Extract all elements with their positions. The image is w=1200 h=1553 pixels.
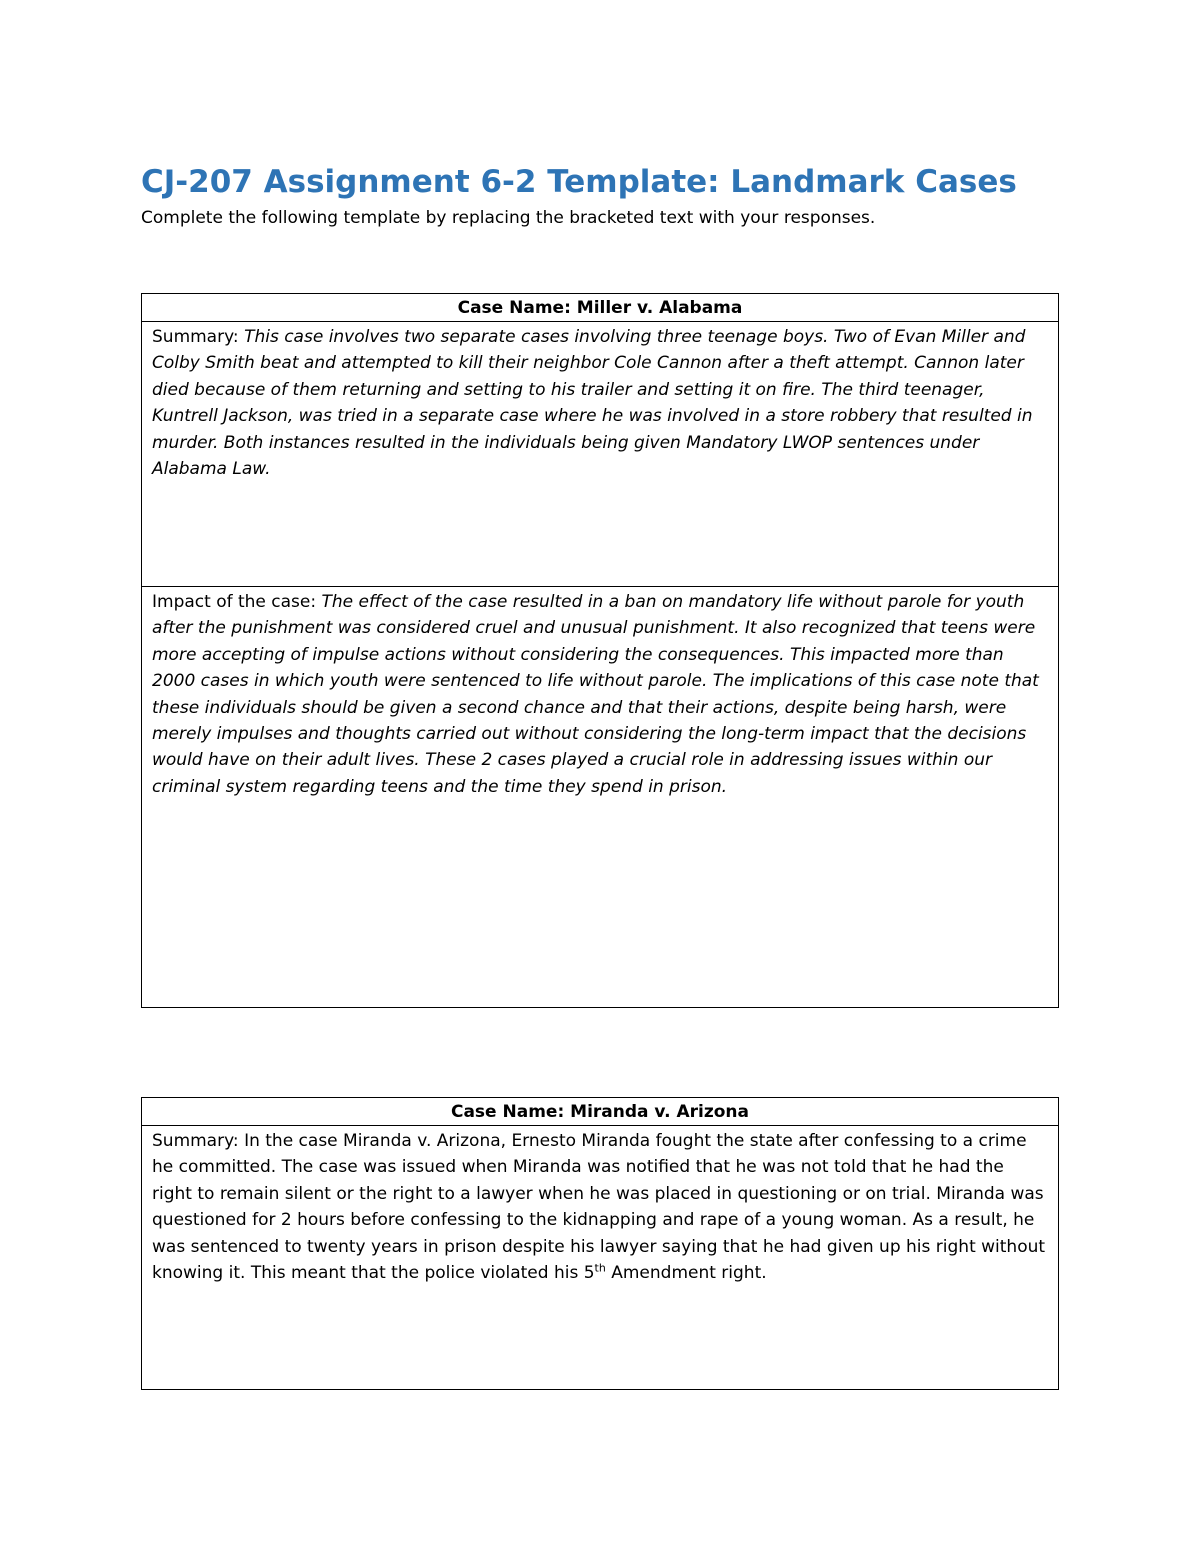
- summary-label: Summary:: [152, 327, 245, 347]
- impact-cell: [142, 587, 1059, 1008]
- case-name-heading: Case Name: Miranda v. Arizona: [142, 1098, 1059, 1126]
- summary-text: This case involves two separate cases involving three teenage boys. Two of Evan Miller and Colby Smith beat and attempted to kill their neighbor Cole Cannon after a theft attempt. Cannon later died because of them returning and setting to his trailer and setting it on fire. The third teenager, Kuntrell Jackson, was tried in a separate case where he was involved in a store robbery that resulted in murder. Both instances resulted in the individuals being given Mandatory LWOP sentences under Alabama Law.: [152, 327, 1033, 480]
- summary-cell: [142, 322, 1059, 587]
- summary-label: Summary:: [152, 1131, 245, 1151]
- case-name-heading: Case Name: Miller v. Alabama: [142, 294, 1059, 322]
- impact-label: Impact of the case:: [152, 592, 322, 612]
- case-table-miranda: [141, 1097, 1059, 1390]
- impact-text: The effect of the case resulted in a ban on mandatory life without parole for youth after the punishment was considered cruel and unusual punishment. It also recognized that teens were more accepting of impulse actions without considering the consequences. This impacted more than 2000 cases in which youth were sentenced to life without parole. The implications of this case note that these individuals should be given a second chance and that their actions, despite being harsh, were merely impulses and thoughts carried out without considering the long-term impact that the decisions would have on their adult lives. These 2 cases played a crucial role in addressing issues within our criminal system regarding teens and the time they spend in prison.: [152, 592, 1039, 797]
- summary-cell: [142, 1126, 1059, 1390]
- summary-text: In the case Miranda v. Arizona, Ernesto Miranda fought the state after confessing to a crime he committed. The case was issued when Miranda was notified that he was not told that he had the right to remain silent or the right to a lawyer when he was placed in questioning or on trial. Miranda was questioned for 2 hours before confessing to the kidnapping and rape of a young woman. As a result, he was sentenced to twenty years in prison despite his lawyer saying that he had given up his right without knowing it. This meant that the police violated his 5: [152, 1131, 1046, 1284]
- summary-tail: Amendment right.: [605, 1263, 767, 1284]
- instructions-text: Complete the following template by replacing the bracketed text with your responses.: [141, 208, 876, 228]
- ordinal-superscript: th: [594, 1261, 606, 1275]
- case-table-miller: [141, 293, 1059, 1008]
- document-title: CJ-207 Assignment 6-2 Template: Landmark Cases: [141, 164, 1017, 200]
